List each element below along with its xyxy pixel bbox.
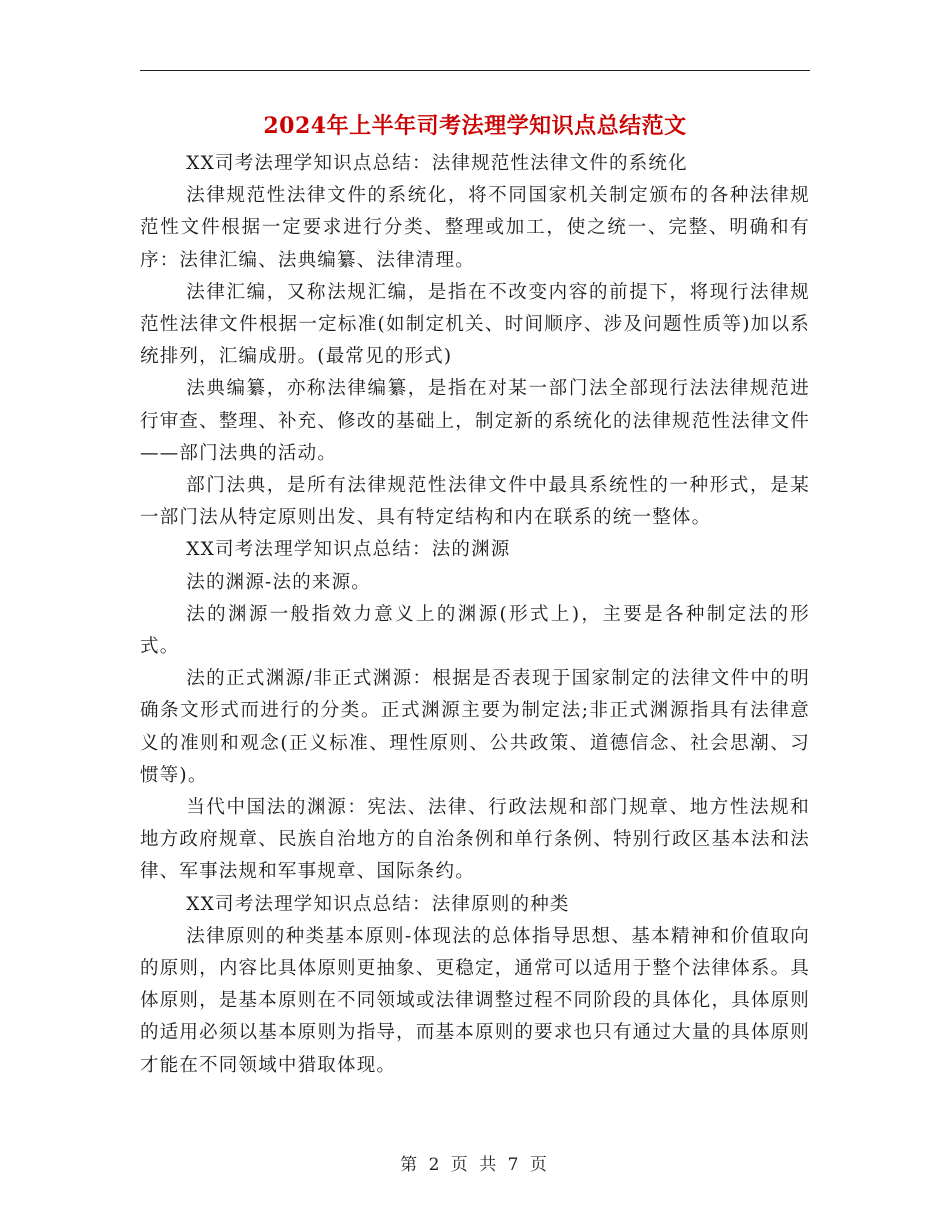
paragraph-heading-3: XX司考法理学知识点总结：法律原则的种类 [186,893,570,915]
paragraph: 法律原则的种类基本原则-体现法的总体指导思想、基本精神和价值取向的原则，内容比具体原则更抽象、更稳定，通常可以适用于整个法律体系。具体原则，是基本原则在不同领域或法律调整过程不同阶段的具体化，具体原则的适用必须以基本原则为指导，而基本原则的要求也只有通过大量的具体原则才能在不同领域中猎取体现。 [140,925,810,1076]
paragraph-heading-2: XX司考法理学知识点总结：法的渊源 [186,539,511,561]
page-number-footer: 第 2 页 共 7 页 [400,1155,550,1175]
paragraph: 法律规范性法律文件的系统化，将不同国家机关制定颁布的各种法律规范性文件根据一定要求进行分类、整理或加工，使之统一、完整、明确和有序：法律汇编、法典编纂、法律清理。 [140,185,810,271]
paragraph: 部门法典，是所有法律规范性法律文件中最具系统性的一种形式，是某一部门法从特定原则出发、具有特定结构和内在联系的统一整体。 [140,475,810,529]
paragraph-heading-1: XX司考法理学知识点总结：法律规范性法律文件的系统化 [186,153,688,174]
paragraph: 法的渊源-法的来源。 [186,571,372,593]
paragraph: 法典编纂，亦称法律编纂，是指在对某一部门法全部现行法法律规范进行审查、整理、补充、修改的基础上，制定新的系统化的法律规范性法律文件——部门法典的活动。 [140,378,810,464]
paragraph: 法的渊源一般指效力意义上的渊源(形式上)，主要是各种制定法的形式。 [140,603,810,658]
paragraph: 法律汇编，又称法规汇编，是指在不改变内容的前提下，将现行法律规范性法律文件根据一定标准(如制定机关、时间顺序、涉及问题性质等)加以系统排列，汇编成册。(最常见的形式) [140,281,810,368]
paragraph: 当代中国法的渊源：宪法、法律、行政法规和部门规章、地方性法规和地方政府规章、民族自治地方的自治条例和单行条例、特别行政区基本法和法律、军事法规和军事规章、国际条约。 [140,797,810,883]
paragraph: 法的正式渊源/非正式渊源：根据是否表现于国家制定的法律文件中的明确条文形式而进行的分类。正式渊源主要为制定法;非正式渊源指具有法律意义的准则和观念(正义标准、理性原则、公共政策、道德信念、社会思潮、习惯等)。 [140,668,810,786]
document-body [140,148,810,1082]
document-title: 2024年上半年司考法理学知识点总结范文 [263,113,687,139]
header-rule [140,70,810,71]
